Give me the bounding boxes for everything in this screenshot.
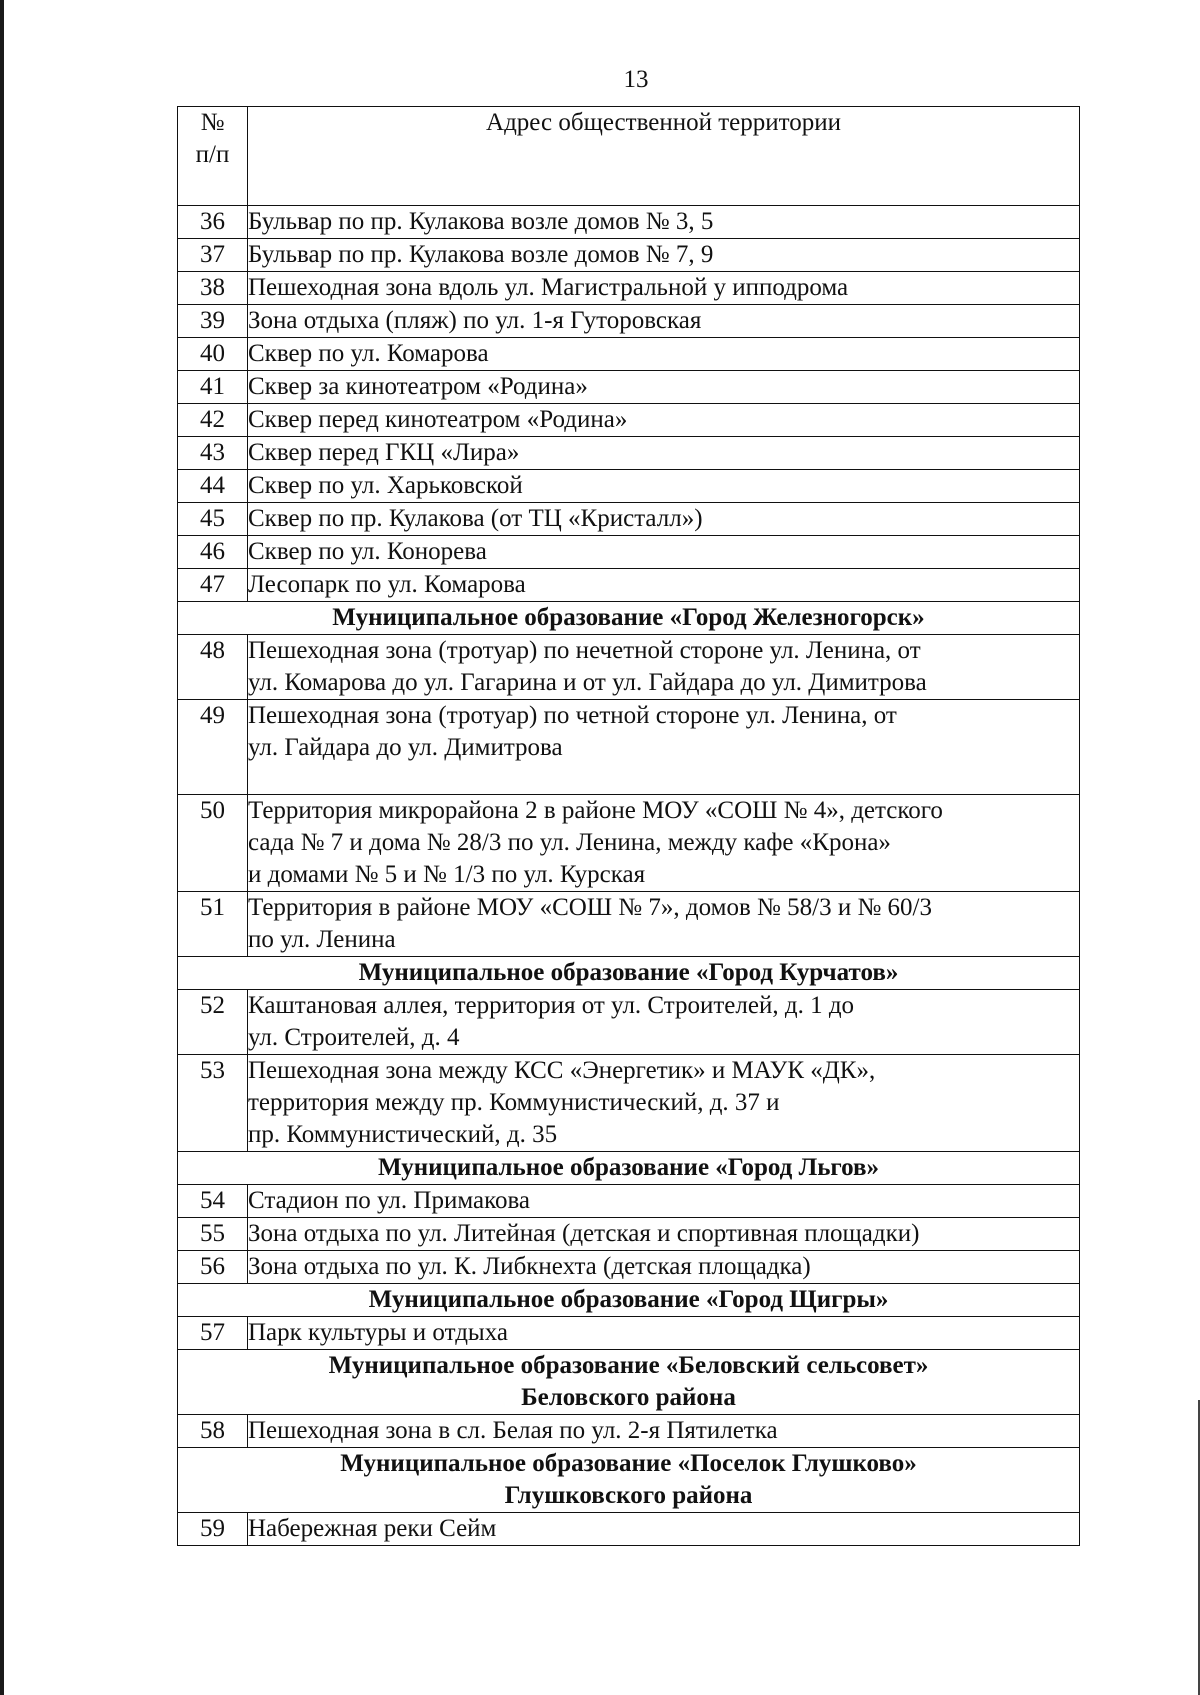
row-number: 48 [178,635,248,700]
table-row [178,404,1080,437]
scan-edge-left [0,0,4,1695]
row-address: Лесопарк по ул. Комарова [248,569,1080,602]
section-header-row [178,1284,1080,1317]
table-row [178,795,1080,892]
row-address: Сквер за кинотеатром «Родина» [248,371,1080,404]
row-address: Пешеходная зона вдоль ул. Магистральной у ипподрома [248,272,1080,305]
row-address [248,795,1080,892]
address-line: ул. Гайдара до ул. Димитрова [248,734,563,761]
row-number: 39 [178,305,248,338]
row-address [248,700,1080,795]
row-address: Сквер по пр. Кулакова (от ТЦ «Кристалл») [248,503,1080,536]
row-number: 58 [178,1415,248,1448]
address-line: пр. Коммунистический, д. 35 [248,1121,558,1148]
row-address: Сквер по ул. Харьковской [248,470,1080,503]
table-row [178,305,1080,338]
row-number: 54 [178,1185,248,1218]
section-title [178,602,1080,635]
table-row [178,371,1080,404]
row-number: 40 [178,338,248,371]
row-number: 45 [178,503,248,536]
row-address [248,990,1080,1055]
section-title-line: Муниципальное образование «Город Щигры» [368,1286,889,1313]
table-row [178,206,1080,239]
row-number: 59 [178,1513,248,1546]
row-address: Сквер перед ГКЦ «Лира» [248,437,1080,470]
table-row [178,635,1080,700]
section-header-row [178,1448,1080,1513]
section-header-row [178,602,1080,635]
table-row [178,1055,1080,1152]
row-address: Сквер по ул. Комарова [248,338,1080,371]
row-address: Сквер по ул. Конорева [248,536,1080,569]
section-title [178,1350,1080,1415]
section-title [178,1448,1080,1513]
table-row [178,1513,1080,1546]
section-title [178,1152,1080,1185]
row-address [248,892,1080,957]
row-number: 42 [178,404,248,437]
row-address: Зона отдыха по ул. Литейная (детская и спортивная площадки) [248,1218,1080,1251]
address-line: сада № 7 и дома № 28/3 по ул. Ленина, между кафе «Крона» [248,829,891,856]
row-number: 41 [178,371,248,404]
section-title [178,957,1080,990]
row-address: Набережная реки Сейм [248,1513,1080,1546]
table-row [178,272,1080,305]
row-address [248,635,1080,700]
address-line: Каштановая аллея, территория от ул. Строителей, д. 1 до [248,992,855,1019]
section-title-line: Муниципальное образование «Поселок Глушково» [340,1450,917,1477]
row-number: 52 [178,990,248,1055]
address-line: ул. Строителей, д. 4 [248,1024,460,1051]
section-title-line: Беловского района [521,1384,736,1411]
row-address: Бульвар по пр. Кулакова возле домов № 3, 5 [248,206,1080,239]
address-line: Пешеходная зона (тротуар) по четной стороне ул. Ленина, от [248,702,897,729]
territories-table [177,106,1080,1546]
row-number: 44 [178,470,248,503]
address-line: Территория микрорайона 2 в районе МОУ «СОШ № 4», детского [248,797,943,824]
table-row [178,470,1080,503]
row-number: 47 [178,569,248,602]
section-title-line: Муниципальное образование «Беловский сельсовет» [328,1352,929,1379]
section-title-line: Муниципальное образование «Город Курчатов» [358,959,899,986]
table-row [178,1185,1080,1218]
table-row [178,700,1080,795]
row-number: 36 [178,206,248,239]
table-row [178,892,1080,957]
header-number-line1: № [200,109,225,136]
table-row [178,536,1080,569]
row-address [248,1055,1080,1152]
row-number: 57 [178,1317,248,1350]
row-number: 55 [178,1218,248,1251]
row-number: 53 [178,1055,248,1152]
header-number [178,107,248,206]
section-title-line: Муниципальное образование «Город Железногорск» [332,604,925,631]
address-line: Пешеходная зона между КСС «Энергетик» и МАУК «ДК», [248,1057,876,1084]
header-address: Адрес общественной территории [248,107,1080,206]
header-number-line2: п/п [195,141,230,168]
row-number: 37 [178,239,248,272]
table-row [178,239,1080,272]
section-header-row [178,1152,1080,1185]
address-line: территория между пр. Коммунистический, д. 37 и [248,1089,780,1116]
section-title-line: Муниципальное образование «Город Льгов» [377,1154,880,1181]
table-row [178,1415,1080,1448]
row-address: Зона отдыха по ул. К. Либкнехта (детская площадка) [248,1251,1080,1284]
row-address: Зона отдыха (пляж) по ул. 1-я Гуторовская [248,305,1080,338]
row-number: 50 [178,795,248,892]
row-number: 49 [178,700,248,795]
address-line: по ул. Ленина [248,926,396,953]
table-row [178,503,1080,536]
row-address: Пешеходная зона в сл. Белая по ул. 2-я Пятилетка [248,1415,1080,1448]
row-address: Стадион по ул. Примакова [248,1185,1080,1218]
table-row [178,338,1080,371]
table-body [178,206,1080,1546]
section-header-row [178,957,1080,990]
row-number: 51 [178,892,248,957]
section-title-line: Глушковского района [504,1482,753,1509]
section-title [178,1284,1080,1317]
address-line: Пешеходная зона (тротуар) по нечетной стороне ул. Ленина, от [248,637,921,664]
row-number: 56 [178,1251,248,1284]
table-row [178,1251,1080,1284]
row-number: 43 [178,437,248,470]
row-address: Бульвар по пр. Кулакова возле домов № 7, 9 [248,239,1080,272]
table-row [178,1218,1080,1251]
address-line: и домами № 5 и № 1/3 по ул. Курская [248,861,646,888]
table-row [178,569,1080,602]
row-number: 38 [178,272,248,305]
page-number: 13 [623,66,649,93]
row-address: Парк культуры и отдыха [248,1317,1080,1350]
table-row [178,990,1080,1055]
table-row [178,437,1080,470]
table-header-row [178,107,1080,206]
address-line: Территория в районе МОУ «СОШ № 7», домов № 58/3 и № 60/3 [248,894,932,921]
row-address: Сквер перед кинотеатром «Родина» [248,404,1080,437]
address-line: ул. Комарова до ул. Гагарина и от ул. Гайдара до ул. Димитрова [248,669,927,696]
table-row [178,1317,1080,1350]
section-header-row [178,1350,1080,1415]
row-number: 46 [178,536,248,569]
